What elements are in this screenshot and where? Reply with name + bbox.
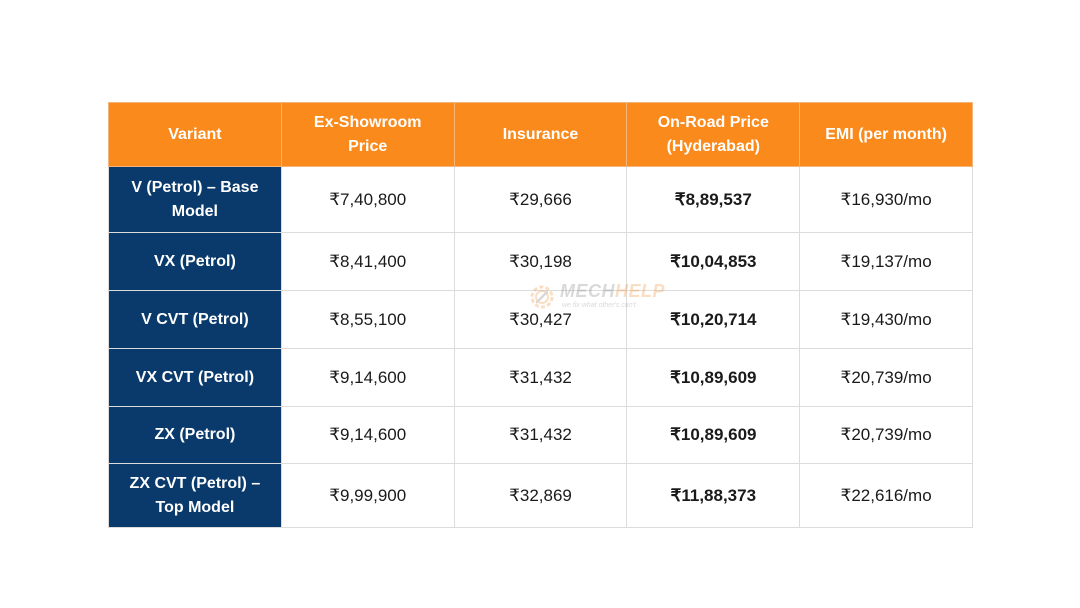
ex-showroom-cell: ₹9,99,900 [281, 464, 454, 528]
header-on-road-label: On-Road Price (Hyderabad) [657, 113, 769, 155]
ex-showroom-cell: ₹7,40,800 [281, 167, 454, 233]
watermark-brand-help: HELP [615, 281, 666, 301]
ex-showroom-cell: ₹9,14,600 [281, 349, 454, 407]
header-insurance-label: Insurance [502, 125, 579, 143]
header-ex-showroom [281, 103, 454, 167]
table-header-row [109, 103, 973, 167]
variant-name: V CVT (Petrol) [141, 310, 249, 328]
variant-name: V (Petrol) – Base Model [131, 178, 259, 220]
variant-cell [109, 349, 282, 407]
on-road-cell: ₹10,89,609 [627, 407, 800, 464]
table-row [109, 167, 973, 233]
table-row [109, 233, 973, 291]
table-row [109, 407, 973, 464]
on-road-cell: ₹10,89,609 [627, 349, 800, 407]
header-variant-label: Variant [168, 125, 222, 143]
variant-cell [109, 233, 282, 291]
header-ex-showroom-label: Ex-Showroom Price [313, 113, 422, 155]
variant-name: VX CVT (Petrol) [135, 368, 255, 386]
emi-cell: ₹16,930/mo [800, 167, 973, 233]
header-variant [109, 103, 282, 167]
emi-cell: ₹22,616/mo [800, 464, 973, 528]
variant-cell [109, 291, 282, 349]
insurance-cell: ₹30,427 [454, 291, 627, 349]
variant-cell [109, 407, 282, 464]
insurance-cell: ₹32,869 [454, 464, 627, 528]
watermark-brand-mech: MECH [560, 281, 615, 301]
ex-showroom-cell: ₹8,41,400 [281, 233, 454, 291]
emi-cell: ₹19,137/mo [800, 233, 973, 291]
watermark-tagline: we fix what other's can't [562, 302, 636, 309]
header-emi-label: EMI (per month) [825, 125, 947, 143]
header-on-road [627, 103, 800, 167]
variant-name: VX (Petrol) [154, 252, 236, 270]
on-road-cell: ₹8,89,537 [627, 167, 800, 233]
insurance-cell: ₹30,198 [454, 233, 627, 291]
table-row [109, 349, 973, 407]
table-row [109, 464, 973, 528]
insurance-cell: ₹31,432 [454, 349, 627, 407]
insurance-cell: ₹29,666 [454, 167, 627, 233]
table-row [109, 291, 973, 349]
variant-cell [109, 464, 282, 528]
emi-cell: ₹20,739/mo [800, 407, 973, 464]
variant-price-table [108, 102, 973, 528]
header-insurance [454, 103, 627, 167]
variant-name: ZX CVT (Petrol) – Top Model [129, 474, 261, 516]
emi-cell: ₹20,739/mo [800, 349, 973, 407]
variant-cell [109, 167, 282, 233]
ex-showroom-cell: ₹9,14,600 [281, 407, 454, 464]
insurance-cell: ₹31,432 [454, 407, 627, 464]
on-road-cell: ₹10,20,714 [627, 291, 800, 349]
ex-showroom-cell: ₹8,55,100 [281, 291, 454, 349]
emi-cell: ₹19,430/mo [800, 291, 973, 349]
on-road-cell: ₹11,88,373 [627, 464, 800, 528]
variant-name: ZX (Petrol) [154, 426, 236, 443]
header-emi [800, 103, 973, 167]
on-road-cell: ₹10,04,853 [627, 233, 800, 291]
